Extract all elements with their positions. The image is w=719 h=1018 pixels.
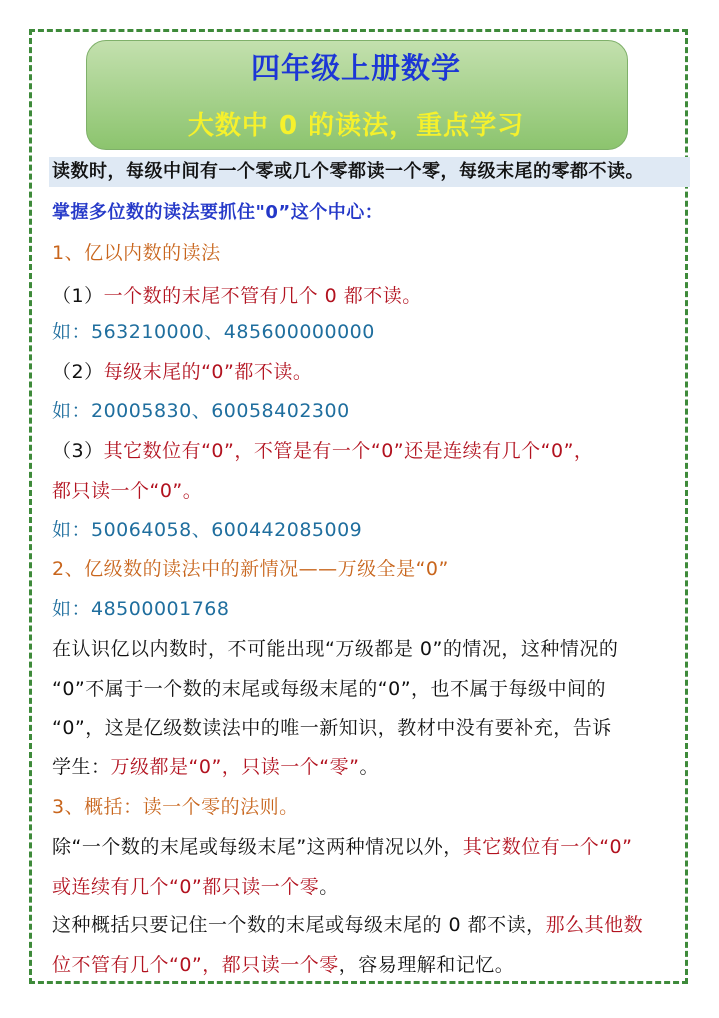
section3-line3-prefix: 这种概括只要记住一个数的末尾或每级末尾的 0 都不读， (52, 914, 546, 936)
section2-para-line2: “0”不属于一个数的末尾或每级末尾的“0”，也不属于每级中间的 (52, 678, 607, 700)
section2-para-line1: 在认识亿以内数时，不可能出现“万级都是 0”的情况，这种情况的 (52, 638, 619, 660)
section1-item3 (52, 438, 593, 464)
item1-number: （1） (52, 285, 104, 307)
section2-heading: 2、亿级数的读法中的新情况——万级全是“0” (52, 558, 449, 580)
para-line4-highlight: 万级都是“0”，只读一个“零” (110, 756, 360, 778)
section3-line4 (52, 952, 514, 978)
section1-example3: 如：50064058、600442085009 (52, 519, 363, 541)
item2-number: （2） (52, 361, 104, 383)
page-title: 四年级上册数学 (250, 51, 461, 85)
section1-heading: 1、亿以内数的读法 (52, 242, 221, 264)
item3-number: （3） (52, 440, 104, 462)
section3-line2 (52, 874, 339, 900)
section2-para-line4 (52, 754, 379, 780)
item3-text-line1: 其它数位有“0”，不管是有一个“0”还是连续有几个“0”， (103, 440, 594, 462)
section1-example2: 如：20005830、60058402300 (52, 400, 350, 422)
section1-example1: 如：563210000、485600000000 (52, 321, 375, 343)
reading-rule: 读数时，每级中间有一个零或几个零都读一个零，每级末尾的零都不读。 (49, 157, 690, 187)
section3-line2-highlight: 或连续有几个“0”都只读一个零 (52, 876, 320, 898)
page-subtitle: 大数中 0 的读法，重点学习 (187, 111, 525, 141)
para-line4-prefix: 学生： (52, 756, 111, 778)
section3-line3-highlight: 那么其他数 (545, 914, 644, 936)
section3-line1-highlight: 其它数位有一个“0” (462, 836, 633, 858)
section3-line1 (52, 834, 632, 860)
section3-line4-highlight: 位不管有几个“0”，都只读一个零 (52, 954, 339, 976)
section3-line3 (52, 912, 643, 938)
section2-example: 如：48500001768 (52, 598, 230, 620)
key-point: 掌握多位数的读法要抓住"0”这个中心： (52, 202, 384, 223)
section1-item1 (52, 283, 422, 309)
section3-line1-prefix: 除“一个数的末尾或每级末尾”这两种情况以外， (52, 836, 463, 858)
section1-item2 (52, 359, 312, 385)
para-line4-suffix: 。 (359, 756, 379, 778)
item2-text: 每级末尾的“0”都不读。 (103, 361, 313, 383)
section3-line4-suffix: ，容易理解和记忆。 (338, 954, 515, 976)
section2-para-line3: “0”，这是亿级数读法中的唯一新知识，教材中没有要补充，告诉 (52, 717, 612, 739)
item1-text: 一个数的末尾不管有几个 0 都不读。 (103, 285, 422, 307)
item3-text-line2: 都只读一个“0”。 (52, 480, 203, 502)
section3-line2-suffix: 。 (319, 876, 339, 898)
section3-heading: 3、概括：读一个零的法则。 (52, 796, 299, 818)
